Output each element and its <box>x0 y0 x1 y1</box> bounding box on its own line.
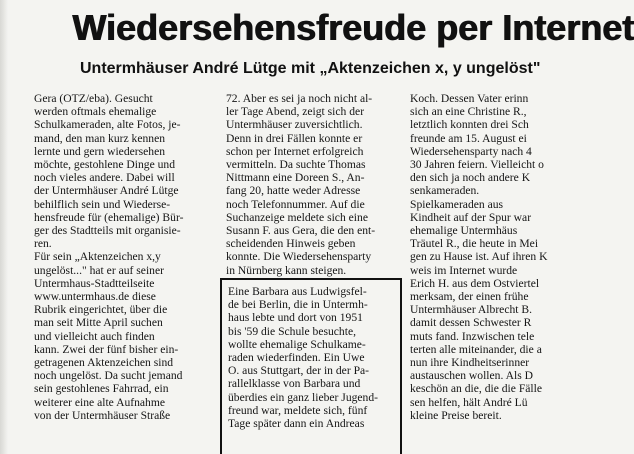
text-line: noch ungelöst. Da sucht jemand <box>34 369 183 383</box>
text-line: senkameraden. <box>410 184 480 198</box>
text-line: man seit Mitte April suchen <box>34 316 163 330</box>
text-line: austauschen wollen. Als D <box>410 369 534 383</box>
text-line: in Nürnberg kann steigen. <box>226 263 347 277</box>
text-line: rallelklasse von Barbara und <box>228 377 361 391</box>
text-line: noch vieles andere. Dabei will <box>34 171 175 185</box>
text-line: kann. Zwei der fünf bisher ein- <box>34 342 179 356</box>
text-line: kleine Preise bereit. <box>410 408 502 422</box>
text-line: weis im Internet wurde <box>410 263 518 277</box>
text-line: Träutel R., die heute in Mei <box>410 237 539 251</box>
text-line: freunde am 15. August ei <box>410 131 527 145</box>
text-line: Untermhäuser Albrecht B. <box>410 303 533 317</box>
text-line: den sich ja noch andere K <box>410 171 531 185</box>
text-line: Tage später dann ein Andreas <box>228 417 365 431</box>
text-line: raden wiederfinden. Ein Uwe <box>228 351 365 365</box>
text-line: noch Telefonnummer. Auf die <box>226 197 365 211</box>
text-line: vermitteln. Da suchte Thomas <box>226 158 366 172</box>
text-line: Untermhäuser zuversichtlich. <box>226 118 363 132</box>
text-line: getragenen Aktenzeichen sind <box>34 356 174 370</box>
text-line: Wiedersehensparty nach 4 <box>410 144 532 158</box>
article-column-2 <box>226 92 402 277</box>
article-headline: Wiedersehensfreude per Internet <box>72 7 634 48</box>
text-line: Spielkameraden aus <box>410 197 504 211</box>
text-line: mand, den man kurz kennen <box>34 131 166 145</box>
text-line: Eine Barbara aus Ludwigsfel- <box>228 285 367 298</box>
text-line: haus lebte und dort von 1951 <box>228 311 363 325</box>
text-line: schon per Internet erfolgreich <box>226 144 364 158</box>
text-line: Schulkameraden, alte Fotos, je- <box>34 118 181 132</box>
text-line: Denn in drei Fällen konnte er <box>226 131 363 145</box>
text-line: damit dessen Schwester R <box>410 316 532 330</box>
text-line: Kindheit auf der Spur war <box>410 210 532 224</box>
text-line: 72. Aber es sei ja noch nicht al- <box>226 92 373 105</box>
page-edge-shadow <box>0 0 8 454</box>
text-line: nun ihre Kindheitserinner <box>410 356 530 370</box>
text-line: Rubrik eingerichtet, über die <box>34 303 168 317</box>
article-subheadline: Untermhäuser André Lütge mit „Aktenzeichen x, y ungelöst" <box>80 60 541 77</box>
text-line: de bei Berlin, die in Untermh- <box>228 298 368 312</box>
text-line: konnte. Die Wiedersehensparty <box>226 250 372 264</box>
text-line: möchte, gestohlene Dinge und <box>34 158 176 172</box>
text-line: sen helfen, hält André Lü <box>410 395 528 409</box>
text-line: wollte ehemalige Schulkame- <box>228 337 366 351</box>
text-line: ler Tage Abend, zeigt sich der <box>226 105 365 119</box>
text-line: lernte und gern wiedersehen <box>34 144 166 158</box>
article-column-1 <box>34 92 216 422</box>
text-line: werden oftmals ehemalige <box>34 105 157 119</box>
text-line: keschön an die, die die Fälle <box>410 382 542 396</box>
text-line: freund war, meldete sich, fünf <box>228 403 368 417</box>
text-line: Untermhaus-Stadtteilseite <box>34 276 155 290</box>
text-line: Nittmann eine Doreen S., An- <box>226 171 365 185</box>
text-line: überdies ein ganz lieber Jugend- <box>228 390 379 404</box>
text-line: weiterer eine alte Aufnahme <box>34 395 166 409</box>
text-line: 30 Jahren feiern. Vielleicht o <box>410 158 544 172</box>
text-line: der Untermhäuser André Lütge <box>34 184 179 198</box>
text-line: merksam, der einen frühe <box>410 290 529 304</box>
text-line: sein gestohlenes Fahrrad, ein <box>34 382 169 396</box>
text-line: behilflich sein und Wiederse- <box>34 197 171 211</box>
text-line: Koch. Dessen Vater erinn <box>410 92 529 105</box>
text-line: sich an eine Christine R., <box>410 105 527 119</box>
article-column-3 <box>410 92 570 422</box>
text-line: gen zu Hause ist. Auf ihren K <box>410 250 548 264</box>
text-line: und vielleicht auch finden <box>34 329 155 343</box>
text-line: terten alle miteinander, die a <box>410 342 542 356</box>
text-line: scheidenden Hinweis geben <box>226 237 356 251</box>
text-line: ungelöst..." hat er auf seiner <box>34 263 164 277</box>
text-line: von der Untermhäuser Straße <box>34 408 171 422</box>
text-line: ren. <box>34 237 52 251</box>
text-line: Gera (OTZ/eba). Gesucht <box>34 92 153 105</box>
text-line: letztlich konnten drei Sch <box>410 118 529 132</box>
text-line: Erich H. aus dem Ostviertel <box>410 276 540 290</box>
text-line: O. aus Stuttgart, der in der Pa- <box>228 364 370 378</box>
text-line: fang 20, hatte weder Adresse <box>226 184 361 198</box>
text-line: ger des Stadtteils mit organisie- <box>34 224 181 238</box>
text-line: Für sein „Aktenzeichen x,y <box>34 250 161 264</box>
text-line: Susann F. aus Gera, die den ent- <box>226 224 376 238</box>
text-line: www.untermhaus.de diese <box>34 290 156 304</box>
text-line: Suchanzeige meldete sich eine <box>226 210 368 224</box>
text-line: ehemalige Untermhäus <box>410 224 518 238</box>
boxed-paragraph <box>228 285 404 430</box>
text-line: hensfreude für (ehemalige) Bür- <box>34 210 184 224</box>
text-line: bis '59 die Schule besuchte, <box>228 324 356 338</box>
text-line: muts fand. Inzwischen tele <box>410 329 535 343</box>
